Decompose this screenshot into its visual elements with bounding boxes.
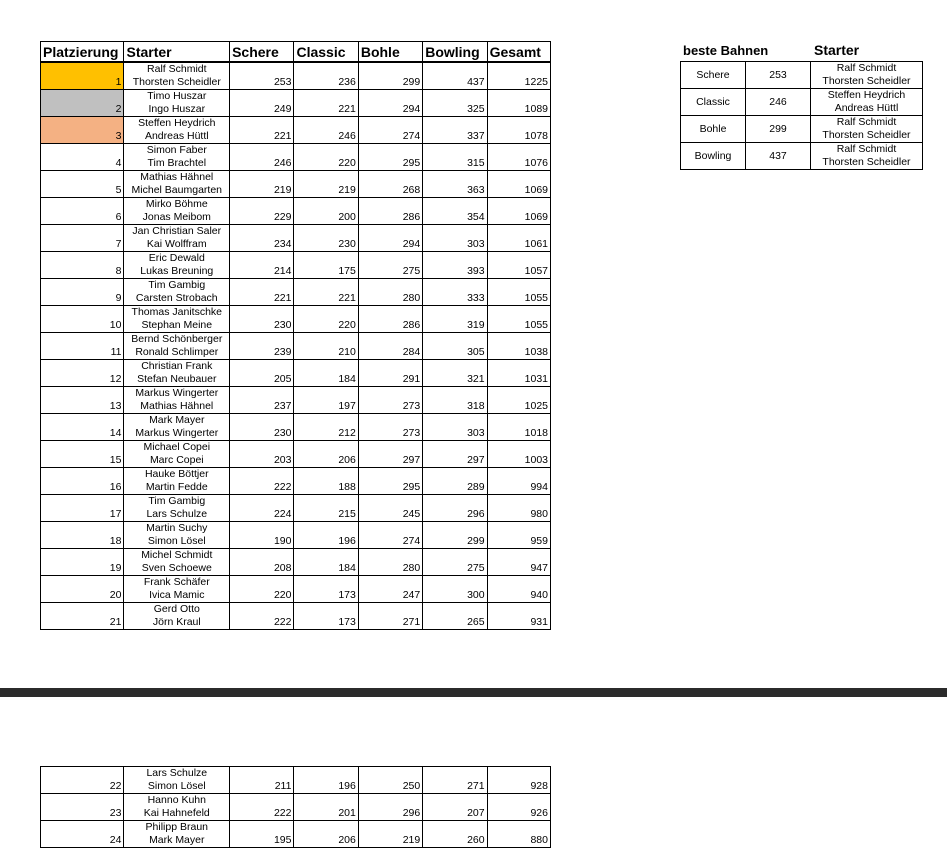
bowling-cell: 207 — [423, 794, 487, 821]
starter-name: Thorsten Scheidler — [822, 156, 911, 168]
classic-cell: 201 — [294, 794, 358, 821]
starter-name: Thorsten Scheidler — [822, 129, 911, 141]
gesamt-cell: 1031 — [487, 360, 550, 387]
place-cell: 6 — [41, 198, 124, 225]
starter-cell — [124, 171, 230, 198]
classic-cell: 188 — [294, 468, 358, 495]
starter-cell — [124, 306, 230, 333]
starter-cell — [124, 333, 230, 360]
bohle-cell: 299 — [358, 62, 422, 90]
table-row — [41, 495, 551, 522]
starter-name: Mathias Hähnel — [140, 171, 214, 183]
lane-name-cell: Schere — [681, 62, 746, 89]
schere-cell: 214 — [230, 252, 294, 279]
classic-cell: 184 — [294, 360, 358, 387]
classic-cell: 173 — [294, 576, 358, 603]
starter-cell — [124, 252, 230, 279]
lane-starter-cell — [811, 116, 923, 143]
starter-name: Michel Baumgarten — [131, 184, 223, 196]
best-lanes-table — [680, 61, 923, 170]
schere-cell: 221 — [230, 117, 294, 144]
table-row — [41, 468, 551, 495]
starter-cell — [124, 90, 230, 117]
classic-cell: 230 — [294, 225, 358, 252]
bohle-cell: 296 — [358, 794, 422, 821]
table-row — [41, 171, 551, 198]
lane-name-cell: Classic — [681, 89, 746, 116]
gesamt-cell: 880 — [487, 821, 550, 848]
ranking-table — [40, 41, 551, 630]
schere-cell: 222 — [230, 794, 294, 821]
starter-cell — [124, 414, 230, 441]
bohle-cell: 286 — [358, 198, 422, 225]
table-row — [41, 279, 551, 306]
bohle-cell: 295 — [358, 468, 422, 495]
table-row — [41, 252, 551, 279]
starter-cell — [124, 360, 230, 387]
starter-name: Gerd Otto — [153, 603, 200, 615]
bowling-cell: 297 — [423, 441, 487, 468]
place-cell: 3 — [41, 117, 124, 144]
table-row — [41, 603, 551, 630]
classic-cell: 184 — [294, 549, 358, 576]
place-cell: 23 — [41, 794, 124, 821]
gesamt-cell: 1025 — [487, 387, 550, 414]
table-row — [41, 62, 551, 90]
starter-name: Sven Schoewe — [141, 562, 212, 574]
bowling-cell: 321 — [423, 360, 487, 387]
bohle-cell: 271 — [358, 603, 422, 630]
classic-cell: 221 — [294, 279, 358, 306]
classic-cell: 200 — [294, 198, 358, 225]
gesamt-cell: 1076 — [487, 144, 550, 171]
place-cell: 14 — [41, 414, 124, 441]
best-lane-row — [681, 89, 923, 116]
bohle-cell: 268 — [358, 171, 422, 198]
schere-cell: 246 — [230, 144, 294, 171]
bohle-cell: 273 — [358, 414, 422, 441]
starter-name: Hanno Kuhn — [147, 794, 206, 806]
place-cell: 10 — [41, 306, 124, 333]
table-row — [41, 522, 551, 549]
table-row — [41, 767, 551, 794]
table-row — [41, 576, 551, 603]
header-bohle: Bohle — [358, 42, 422, 63]
starter-name: Marc Copei — [149, 454, 204, 466]
bohle-cell: 284 — [358, 333, 422, 360]
schere-cell: 253 — [230, 62, 294, 90]
starter-name: Jörn Kraul — [152, 616, 201, 628]
starter-name: Mirko Böhme — [145, 198, 208, 210]
bowling-cell: 299 — [423, 522, 487, 549]
schere-cell: 203 — [230, 441, 294, 468]
bohle-cell: 274 — [358, 117, 422, 144]
bowling-cell: 271 — [423, 767, 487, 794]
classic-cell: 173 — [294, 603, 358, 630]
schere-cell: 249 — [230, 90, 294, 117]
starter-name: Steffen Heydrich — [138, 117, 216, 129]
classic-cell: 221 — [294, 90, 358, 117]
lane-name-cell: Bowling — [681, 143, 746, 170]
schere-cell: 219 — [230, 171, 294, 198]
header-gesamt: Gesamt — [487, 42, 550, 63]
table-row — [41, 441, 551, 468]
table-row — [41, 225, 551, 252]
best-lane-row — [681, 62, 923, 89]
bowling-cell: 333 — [423, 279, 487, 306]
schere-cell: 237 — [230, 387, 294, 414]
bohle-cell: 295 — [358, 144, 422, 171]
classic-cell: 196 — [294, 767, 358, 794]
starter-name: Lukas Breuning — [140, 265, 214, 277]
gesamt-cell: 959 — [487, 522, 550, 549]
starter-name: Martin Fedde — [145, 481, 208, 493]
bowling-cell: 260 — [423, 821, 487, 848]
starter-name: Mark Mayer — [149, 834, 205, 846]
place-cell: 16 — [41, 468, 124, 495]
ranking-body — [41, 62, 551, 630]
starter-cell — [124, 144, 230, 171]
bowling-cell: 300 — [423, 576, 487, 603]
starter-cell — [124, 279, 230, 306]
schere-cell: 221 — [230, 279, 294, 306]
best-lanes-starter-header: Starter — [814, 42, 860, 58]
bohle-cell: 280 — [358, 549, 422, 576]
lane-starter-cell — [811, 143, 923, 170]
starter-name: Markus Wingerter — [135, 427, 219, 439]
gesamt-cell: 928 — [487, 767, 550, 794]
table-row — [41, 414, 551, 441]
classic-cell: 215 — [294, 495, 358, 522]
classic-cell: 246 — [294, 117, 358, 144]
place-cell: 4 — [41, 144, 124, 171]
bohle-cell: 219 — [358, 821, 422, 848]
starter-name: Tim Gambig — [148, 279, 206, 291]
ranking-header-row — [41, 42, 551, 63]
starter-name: Ronald Schlimper — [135, 346, 219, 358]
place-cell: 20 — [41, 576, 124, 603]
starter-name: Hauke Böttjer — [144, 468, 209, 480]
gesamt-cell: 947 — [487, 549, 550, 576]
header-classic: Classic — [294, 42, 358, 63]
bowling-cell: 325 — [423, 90, 487, 117]
classic-cell: 210 — [294, 333, 358, 360]
table-row — [41, 360, 551, 387]
place-cell: 2 — [41, 90, 124, 117]
schere-cell: 220 — [230, 576, 294, 603]
bowling-cell: 275 — [423, 549, 487, 576]
classic-cell: 206 — [294, 821, 358, 848]
starter-name: Kai Wolffram — [146, 238, 207, 250]
place-cell: 9 — [41, 279, 124, 306]
header-starter: Starter — [124, 42, 230, 63]
starter-name: Ralf Schmidt — [836, 143, 897, 155]
page-separator — [0, 688, 947, 697]
bowling-cell: 303 — [423, 414, 487, 441]
place-cell: 1 — [41, 62, 124, 90]
starter-name: Simon Lösel — [147, 780, 206, 792]
classic-cell: 175 — [294, 252, 358, 279]
starter-name: Tim Brachtel — [147, 157, 207, 169]
bowling-cell: 393 — [423, 252, 487, 279]
gesamt-cell: 1003 — [487, 441, 550, 468]
bohle-cell: 280 — [358, 279, 422, 306]
place-cell: 12 — [41, 360, 124, 387]
starter-name: Andreas Hüttl — [144, 130, 209, 142]
table-row — [41, 90, 551, 117]
starter-name: Frank Schäfer — [143, 576, 210, 588]
starter-name: Jonas Meibom — [142, 211, 211, 223]
place-cell: 17 — [41, 495, 124, 522]
best-lanes-header — [683, 43, 947, 61]
classic-cell: 212 — [294, 414, 358, 441]
lane-score-cell: 299 — [746, 116, 811, 143]
schere-cell: 234 — [230, 225, 294, 252]
starter-name: Lars Schulze — [146, 508, 208, 520]
table-row — [41, 117, 551, 144]
classic-cell: 197 — [294, 387, 358, 414]
bowling-cell: 363 — [423, 171, 487, 198]
schere-cell: 195 — [230, 821, 294, 848]
starter-cell — [124, 387, 230, 414]
starter-name: Timo Huszar — [147, 90, 207, 102]
lane-score-cell: 437 — [746, 143, 811, 170]
gesamt-cell: 1055 — [487, 306, 550, 333]
starter-cell — [124, 495, 230, 522]
starter-cell — [124, 821, 230, 848]
bohle-cell: 297 — [358, 441, 422, 468]
classic-cell: 220 — [294, 306, 358, 333]
bowling-cell: 315 — [423, 144, 487, 171]
ranking-body-continued — [41, 767, 551, 848]
lane-starter-cell — [811, 62, 923, 89]
place-cell: 19 — [41, 549, 124, 576]
lane-starter-cell — [811, 89, 923, 116]
schere-cell: 190 — [230, 522, 294, 549]
bowling-cell: 319 — [423, 306, 487, 333]
gesamt-cell: 1018 — [487, 414, 550, 441]
schere-cell: 211 — [230, 767, 294, 794]
bohle-cell: 286 — [358, 306, 422, 333]
schere-cell: 229 — [230, 198, 294, 225]
bowling-cell: 296 — [423, 495, 487, 522]
starter-cell — [124, 603, 230, 630]
starter-name: Martin Suchy — [146, 522, 208, 534]
header-schere: Schere — [230, 42, 294, 63]
gesamt-cell: 1057 — [487, 252, 550, 279]
gesamt-cell: 1055 — [487, 279, 550, 306]
classic-cell: 236 — [294, 62, 358, 90]
table-row — [41, 198, 551, 225]
lane-score-cell: 253 — [746, 62, 811, 89]
gesamt-cell: 1069 — [487, 198, 550, 225]
starter-cell — [124, 468, 230, 495]
bowling-cell: 265 — [423, 603, 487, 630]
gesamt-cell: 1038 — [487, 333, 550, 360]
starter-name: Philipp Braun — [145, 821, 209, 833]
place-cell: 5 — [41, 171, 124, 198]
starter-name: Ralf Schmidt — [836, 116, 897, 128]
place-cell: 7 — [41, 225, 124, 252]
table-row — [41, 387, 551, 414]
bohle-cell: 294 — [358, 90, 422, 117]
table-row — [41, 794, 551, 821]
starter-name: Michael Copei — [143, 441, 211, 453]
starter-cell — [124, 522, 230, 549]
starter-name: Stefan Neubauer — [137, 373, 217, 385]
lane-score-cell: 246 — [746, 89, 811, 116]
bohle-cell: 245 — [358, 495, 422, 522]
starter-name: Thorsten Scheidler — [822, 75, 911, 87]
starter-cell — [124, 225, 230, 252]
bowling-cell: 337 — [423, 117, 487, 144]
table-row — [41, 821, 551, 848]
best-lanes-body — [681, 62, 923, 170]
place-cell: 21 — [41, 603, 124, 630]
starter-name: Jan Christian Saler — [132, 225, 222, 237]
schere-cell: 224 — [230, 495, 294, 522]
table-row — [41, 306, 551, 333]
bowling-cell: 354 — [423, 198, 487, 225]
classic-cell: 196 — [294, 522, 358, 549]
starter-name: Carsten Strobach — [135, 292, 218, 304]
starter-name: Thorsten Scheidler — [132, 76, 221, 88]
starter-name: Mark Mayer — [149, 414, 205, 426]
starter-name: Tim Gambig — [148, 495, 206, 507]
gesamt-cell: 1089 — [487, 90, 550, 117]
header-bowling: Bowling — [423, 42, 487, 63]
schere-cell: 230 — [230, 414, 294, 441]
starter-name: Mathias Hähnel — [140, 400, 214, 412]
place-cell: 11 — [41, 333, 124, 360]
starter-cell — [124, 794, 230, 821]
place-cell: 18 — [41, 522, 124, 549]
gesamt-cell: 1078 — [487, 117, 550, 144]
starter-name: Eric Dewald — [148, 252, 205, 264]
schere-cell: 208 — [230, 549, 294, 576]
bowling-cell: 303 — [423, 225, 487, 252]
bohle-cell: 273 — [358, 387, 422, 414]
starter-name: Markus Wingerter — [135, 387, 219, 399]
starter-name: Kai Hahnefeld — [143, 807, 210, 819]
place-cell: 24 — [41, 821, 124, 848]
starter-name: Ralf Schmidt — [836, 62, 897, 74]
bohle-cell: 291 — [358, 360, 422, 387]
starter-cell — [124, 117, 230, 144]
schere-cell: 230 — [230, 306, 294, 333]
bowling-cell: 437 — [423, 62, 487, 90]
lane-name-cell: Bohle — [681, 116, 746, 143]
gesamt-cell: 980 — [487, 495, 550, 522]
starter-name: Lars Schulze — [146, 767, 208, 779]
classic-cell: 219 — [294, 171, 358, 198]
table-row — [41, 333, 551, 360]
starter-cell — [124, 441, 230, 468]
starter-cell — [124, 62, 230, 90]
gesamt-cell: 994 — [487, 468, 550, 495]
classic-cell: 206 — [294, 441, 358, 468]
ranking-table-continued — [40, 766, 551, 848]
starter-cell — [124, 198, 230, 225]
gesamt-cell: 1069 — [487, 171, 550, 198]
best-lanes-title: beste Bahnen — [683, 43, 769, 58]
starter-name: Andreas Hüttl — [834, 102, 899, 114]
place-cell: 8 — [41, 252, 124, 279]
bohle-cell: 274 — [358, 522, 422, 549]
starter-name: Bernd Schönberger — [131, 333, 223, 345]
table-row — [41, 144, 551, 171]
starter-cell — [124, 549, 230, 576]
starter-name: Simon Lösel — [147, 535, 206, 547]
starter-name: Steffen Heydrich — [827, 89, 906, 101]
bohle-cell: 294 — [358, 225, 422, 252]
header-place: Platzierung — [41, 42, 124, 63]
gesamt-cell: 940 — [487, 576, 550, 603]
table-row — [41, 549, 551, 576]
starter-name: Stephan Meine — [141, 319, 213, 331]
schere-cell: 222 — [230, 603, 294, 630]
starter-name: Simon Faber — [146, 144, 207, 156]
schere-cell: 239 — [230, 333, 294, 360]
gesamt-cell: 1225 — [487, 62, 550, 90]
gesamt-cell: 931 — [487, 603, 550, 630]
bowling-cell: 289 — [423, 468, 487, 495]
best-lane-row — [681, 143, 923, 170]
starter-name: Ralf Schmidt — [147, 63, 207, 75]
bowling-cell: 318 — [423, 387, 487, 414]
bohle-cell: 275 — [358, 252, 422, 279]
place-cell: 15 — [41, 441, 124, 468]
starter-name: Christian Frank — [141, 360, 213, 372]
place-cell: 22 — [41, 767, 124, 794]
starter-cell — [124, 576, 230, 603]
starter-name: Michel Schmidt — [141, 549, 213, 561]
starter-cell — [124, 767, 230, 794]
starter-name: Ivica Mamic — [149, 589, 205, 601]
best-lane-row — [681, 116, 923, 143]
bowling-cell: 305 — [423, 333, 487, 360]
bohle-cell: 250 — [358, 767, 422, 794]
gesamt-cell: 926 — [487, 794, 550, 821]
classic-cell: 220 — [294, 144, 358, 171]
bohle-cell: 247 — [358, 576, 422, 603]
gesamt-cell: 1061 — [487, 225, 550, 252]
schere-cell: 222 — [230, 468, 294, 495]
starter-name: Ingo Huszar — [148, 103, 206, 115]
starter-name: Thomas Janitschke — [131, 306, 223, 318]
schere-cell: 205 — [230, 360, 294, 387]
place-cell: 13 — [41, 387, 124, 414]
